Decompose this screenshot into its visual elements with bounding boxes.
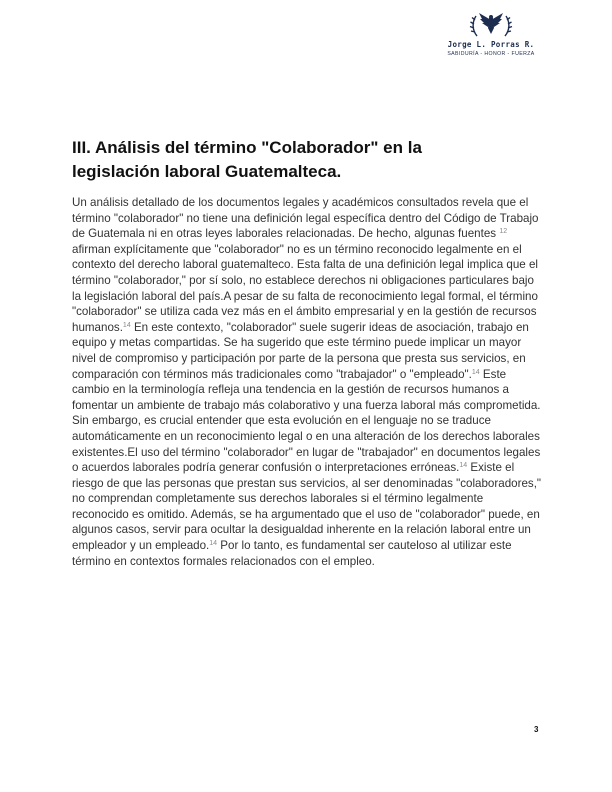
page-number: 3	[534, 725, 539, 734]
body-text-segment: Este cambio en la terminología refleja una tendencia en la gestión de recursos humanos a fomentar un ambiente de trabajo más colaborativo y una fuerza laboral más comprometida. Sin embargo, es crucial entender que esta evolución en el lenguaje no se traduce automáticamente en un reconocimiento legal o en una alteración de los derechos laborales existentes.El uso del término "colaborador" en lugar de "trabajador" en documentos legales o acuerdos laborales podría generar confusión o interpretaciones erróneas.	[72, 367, 541, 475]
logo-motto: SABIDURÍA - HONOR - FUERZA	[447, 51, 535, 57]
footnote-ref[interactable]: 12	[499, 228, 508, 236]
body-text-segment: Un análisis detallado de los documentos legales y académicos consultados revela que el término "colaborador" no tiene una definición legal específica dentro del Código de Trabajo de Guatemala ni en otras leyes laborales relacionadas. De hecho, algunas fuentes	[72, 196, 539, 241]
footnote-ref[interactable]: 14	[209, 540, 218, 548]
section-heading: III. Análisis del término "Colaborador" en la legislación laboral Guatemalteca.	[72, 138, 422, 181]
footnote-ref[interactable]: 14	[459, 462, 468, 470]
body-text-segment: En este contexto, "colaborador" suele sugerir ideas de asociación, trabajo en equipo y metas compartidas. Se ha sugerido que este término puede implicar un mayor nivel de compromiso y participación por parte de la persona que presta sus servicios, en comparación con términos más tradicionales como "trabajador" o "empleado".	[72, 320, 529, 381]
body-text-segment: Existe el riesgo de que las personas que prestan sus servicios, al ser denominadas "colaboradores," no comprendan completamente sus derechos laborales si el término legalmente reconocido es omitido. Además, se ha argumentado que el uso de "colaborador" puede, en algunos casos, servir para ocultar la desigualdad inherente en la relación laboral entre un empleador y un empleado.	[72, 461, 542, 553]
header-logo	[436, 10, 546, 62]
body-paragraph	[72, 195, 542, 569]
body-text-segment: afirman explícitamente que "colaborador" no es un término reconocido legalmente en el contexto del derecho laboral guatemalteco. Esta falta de una definición legal implica que el término "colaborador," por sí solo, no establece derechos ni obligaciones particulares bajo la legislación laboral del país.A pesar de su falta de reconocimiento legal formal, el término "colaborador" se utiliza cada vez más en el ámbito empresarial y en la gestión de recursos humanos.	[72, 242, 538, 334]
footnote-ref[interactable]: 14	[471, 368, 480, 376]
logo-name: Jorge L. Porras R.	[447, 40, 535, 49]
footnote-ref[interactable]: 14	[122, 321, 131, 329]
eagle-laurel-icon	[469, 10, 513, 38]
body-text-segment: Por lo tanto, es fundamental ser cauteloso al utilizar este término en contextos formales relacionados con el empleo.	[72, 539, 512, 568]
